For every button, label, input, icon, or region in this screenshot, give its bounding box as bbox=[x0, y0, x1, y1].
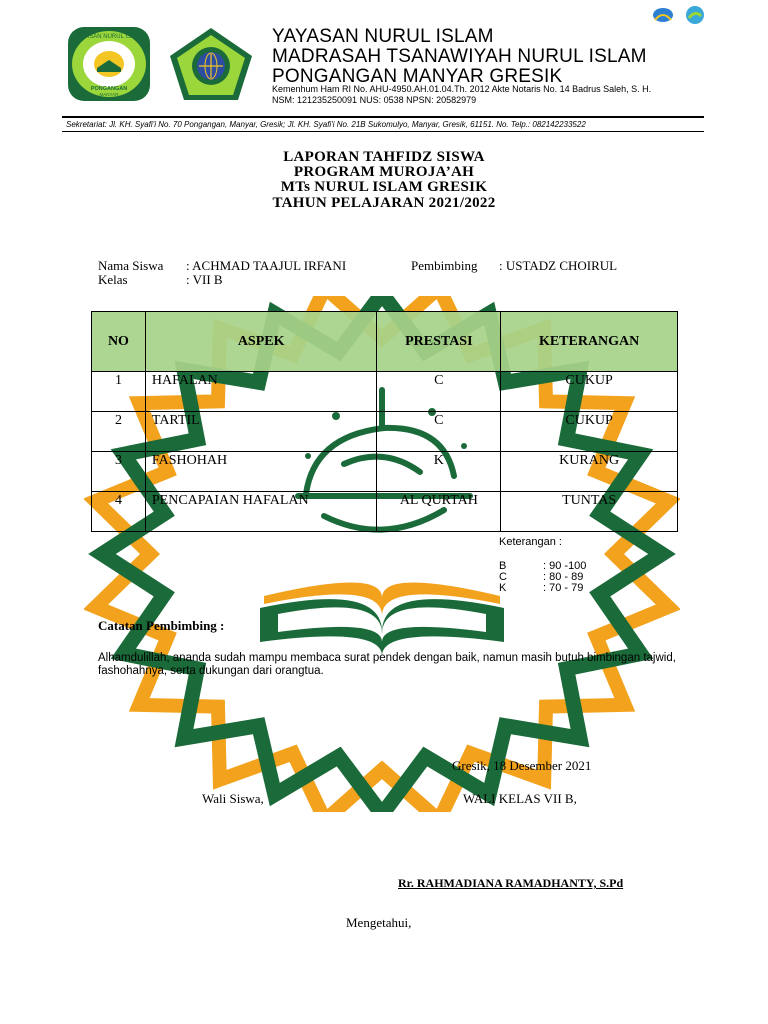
place-date: Gresik, 18 Desember 2021 bbox=[452, 758, 592, 773]
notes-text: Alhamdulillah, ananda sudah mampu membaca surat pendek dengan baik, namun masih butuh bimbingan tajwid, fashohahnya, serta dukungan dari orangtua. bbox=[98, 652, 676, 677]
cell-prestasi: C bbox=[377, 412, 501, 452]
cell-prestasi: K bbox=[377, 452, 501, 492]
cell-no: 1 bbox=[92, 372, 146, 412]
mentor-label: Pembimbing bbox=[411, 258, 478, 273]
name-value: : ACHMAD TAAJUL IRFANI bbox=[186, 258, 347, 273]
cell-keterangan: CUKUP bbox=[501, 372, 678, 412]
program-title: PROGRAM MUROJA’AH bbox=[293, 164, 475, 180]
column-header-no: NO bbox=[92, 312, 146, 372]
column-header-keterangan: KETERANGAN bbox=[501, 312, 678, 372]
school-title: MTs NURUL ISLAM GRESIK bbox=[280, 179, 488, 195]
emis-logo bbox=[683, 4, 707, 31]
ministry-logo bbox=[651, 6, 675, 31]
acknowledge-label: Mengetahui, bbox=[346, 915, 412, 930]
legend-range: : 90 -100 bbox=[543, 560, 587, 572]
column-header-prestasi: PRESTASI bbox=[377, 312, 501, 372]
table-header-row bbox=[92, 312, 678, 372]
logo-left-bottom: PONGANGAN bbox=[90, 86, 128, 92]
legend-grade: B bbox=[499, 560, 507, 572]
legend-grade: C bbox=[499, 571, 507, 583]
madrasah-logo bbox=[166, 26, 250, 102]
column-header-aspek: ASPEK bbox=[145, 312, 377, 372]
cell-aspek: TARTIL bbox=[145, 412, 377, 452]
parent-signature-label: Wali Siswa, bbox=[202, 791, 264, 806]
foundation-logo bbox=[67, 26, 151, 102]
table-row bbox=[92, 372, 678, 412]
cell-aspek: PENCAPAIAN HAFALAN bbox=[145, 492, 377, 532]
school-location: PONGANGAN MANYAR GRESIK bbox=[272, 66, 563, 87]
cell-keterangan: TUNTAS bbox=[501, 492, 678, 532]
table-row bbox=[92, 452, 678, 492]
teacher-name: Rr. RAHMADIANA RAMADHANTY, S.Pd bbox=[398, 876, 624, 890]
foundation-name: YAYASAN NURUL ISLAM bbox=[272, 26, 494, 47]
cell-prestasi: AL QURTAH bbox=[377, 492, 501, 532]
cell-keterangan: KURANG bbox=[501, 452, 678, 492]
logo-left-sub: MANYAR bbox=[99, 92, 119, 97]
legend-range: : 70 - 79 bbox=[543, 582, 584, 594]
cell-prestasi: C bbox=[377, 372, 501, 412]
header-rule-bottom bbox=[62, 131, 704, 132]
teacher-signature-label: WALI KELAS VII B, bbox=[463, 791, 577, 806]
name-label: Nama Siswa bbox=[98, 258, 164, 273]
class-label: Kelas bbox=[98, 272, 128, 287]
cell-keterangan: CUKUP bbox=[501, 412, 678, 452]
cell-no: 3 bbox=[92, 452, 146, 492]
table-row bbox=[92, 412, 678, 452]
header-rule-top bbox=[62, 116, 704, 118]
academic-year: TAHUN PELAJARAN 2021/2022 bbox=[272, 195, 496, 211]
cell-aspek: HAFALAN bbox=[145, 372, 377, 412]
legend-range: : 80 - 89 bbox=[543, 571, 584, 583]
legend-grade: K bbox=[499, 582, 507, 594]
class-value: : VII B bbox=[186, 272, 223, 287]
legend-title: Keterangan : bbox=[499, 536, 562, 548]
report-title: LAPORAN TAHFIDZ SISWA bbox=[283, 149, 485, 165]
table-row bbox=[92, 492, 678, 532]
cell-no: 4 bbox=[92, 492, 146, 532]
cell-no: 2 bbox=[92, 412, 146, 452]
school-name: MADRASAH TSANAWIYAH NURUL ISLAM bbox=[272, 46, 647, 67]
school-address: Sekretariat: Jl. KH. Syafi'i No. 70 Pongangan, Manyar, Gresik; Jl. KH. Syafi'i No. 21B Sukomulyo, Manyar, Gresik, 61151. No. Telp.: 082142233522 bbox=[66, 120, 586, 129]
cell-aspek: FASHOHAH bbox=[145, 452, 377, 492]
legal-info: Kemenhum Ham RI No. AHU-4950.AH.01.04.Th. 2012 Akte Notaris No. 14 Badrus Saleh, S. H. bbox=[272, 84, 652, 94]
grades-table bbox=[91, 311, 678, 532]
logo-left-text: YAYASAN NURUL ISLAM bbox=[74, 34, 144, 40]
school-ids: NSM: 121235250091 NUS: 0538 NPSN: 20582979 bbox=[272, 95, 477, 105]
mentor-value: : USTADZ CHOIRUL bbox=[499, 258, 618, 273]
notes-label: Catatan Pembimbing : bbox=[98, 618, 225, 633]
